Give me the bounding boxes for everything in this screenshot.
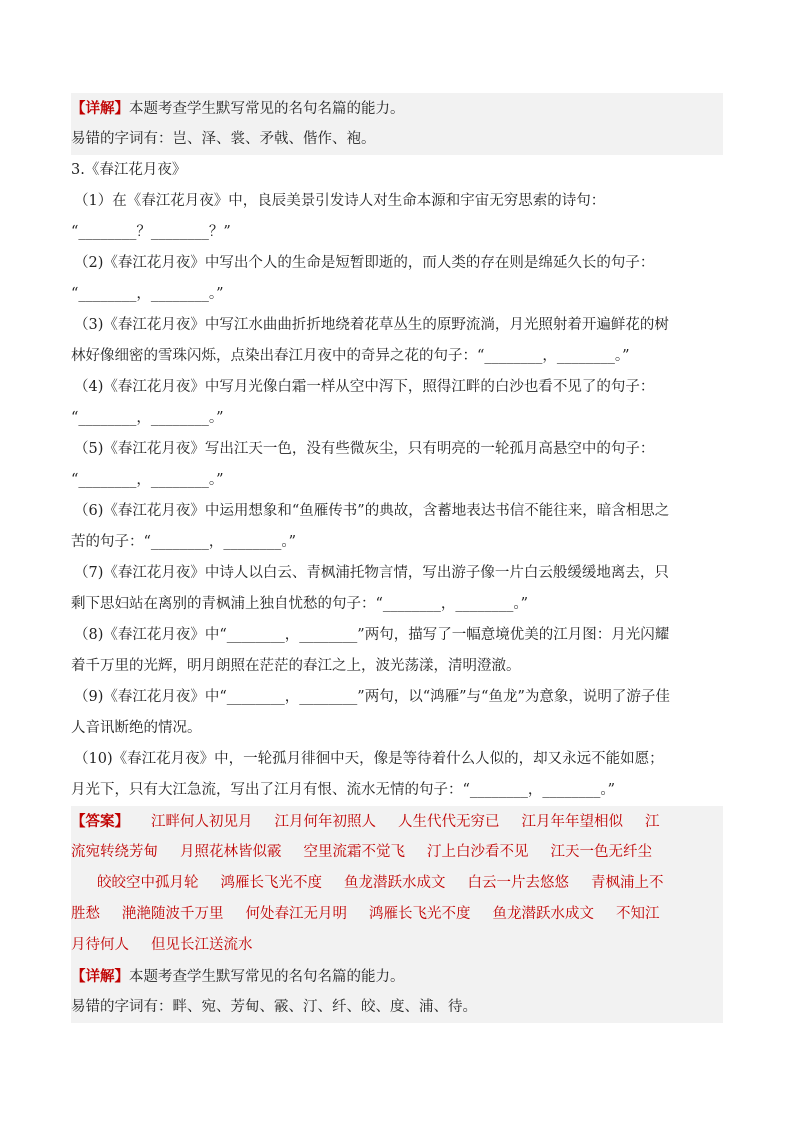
detail-line-1	[71, 93, 723, 124]
answer-line	[71, 899, 723, 930]
error-words-line-1: 易错的字词有：岂、泽、裳、矛戟、偕作、袍。	[71, 124, 723, 155]
question-line: “________，________。”	[71, 472, 224, 488]
answer-line	[71, 868, 723, 899]
detail-label: 【详解】	[71, 100, 129, 117]
answer-item: 白云一片去悠悠	[467, 875, 569, 891]
answer-item: 皎皎空中孤月轮	[97, 875, 199, 891]
answer-label: 【答案】	[71, 813, 129, 830]
answer-item: 鱼龙潜跃水成文	[344, 875, 446, 891]
question-line: 人音讯断绝的情况。	[71, 720, 202, 736]
answer-item: 青枫浦上不	[591, 875, 664, 891]
question-line: “________，________。”	[71, 286, 224, 302]
question-line: 着千万里的光辉，明月朗照在茫茫的春江之上，波光荡漾，清明澄澈。	[71, 658, 521, 674]
answer-item: 鱼龙潜跃水成文	[492, 906, 594, 922]
question-line: 剩下思妇站在离别的青枫浦上独自忧愁的句子：“________，________。”	[71, 596, 529, 612]
answer-item: 汀上白沙看不见	[427, 844, 529, 860]
error-words-line-2: 易错的字词有：畔、宛、芳甸、霰、汀、纤、皎、度、浦、待。	[71, 992, 723, 1023]
detail-label: 【详解】	[71, 968, 129, 985]
answer-item: 鸿雁长飞光不度	[220, 875, 322, 891]
question-line: （1）在《春江花月夜》中，良辰美景引发诗人对生命本源和宇宙无穷思索的诗句：	[74, 193, 606, 209]
question-line: 月光下，只有大江急流，写出了江月有恨、流水无情的句子：“________，________。”	[71, 782, 616, 798]
answer-line	[71, 837, 723, 868]
answer-line	[71, 806, 723, 837]
answer-item: 空里流霜不觉飞	[303, 844, 405, 860]
detail-text: 本题考查学生默写常见的名句名篇的能力。	[129, 101, 405, 117]
question-line: （6)《春江花月夜》中运用想象和“鱼雁传书”的典故，含蓄地表达书信不能往来，暗含相思之	[74, 503, 670, 519]
question-line: （10)《春江花月夜》中，一轮孤月徘徊中天，像是等待着什么人似的，却又永远不能如愿；	[74, 751, 664, 767]
question-line: （2)《春江花月夜》中写出个人的生命是短暂即逝的，而人类的存在则是绵延久长的句子：	[74, 255, 655, 271]
question-line: （3)《春江花月夜》中写江水曲曲折折地绕着花草丛生的原野流淌，月光照射着开遍鲜花的树	[74, 317, 669, 333]
answer-item: 流宛转绕芳甸	[71, 844, 158, 860]
answer-item: 鸿雁长飞光不度	[369, 906, 471, 922]
question-line: （5)《春江花月夜》写出江天一色，没有些微灰尘，只有明亮的一轮孤月高悬空中的句子：	[74, 441, 655, 457]
question-line: （9)《春江花月夜》中“________，________”两句，以“鸿雁”与“鱼龙”为意象，说明了游子佳	[74, 689, 670, 705]
answer-item: 江月年年望相似	[521, 814, 623, 830]
answer-item: 江月何年初照人	[274, 814, 376, 830]
answer-item: 江天一色无纤尘	[550, 844, 652, 860]
question-line: （8)《春江花月夜》中“________，________”两句，描写了一幅意境优美的江月图：月光闪耀	[74, 627, 670, 643]
answer-item: 滟滟随波千万里	[122, 906, 224, 922]
answer-item: 江畔何人初见月	[151, 814, 253, 830]
answer-item: 何处春江无月明	[245, 906, 347, 922]
question-line: 林好像细密的雪珠闪烁，点染出春江月夜中的奇异之花的句子：“________，________。”	[71, 348, 630, 364]
section-title: 3.《春江花月夜》	[71, 162, 187, 178]
answer-item: 月照花林皆似霰	[180, 844, 282, 860]
answer-item: 胜愁	[71, 906, 100, 922]
document-body	[71, 93, 723, 1023]
detail-text: 本题考查学生默写常见的名句名篇的能力。	[129, 969, 405, 985]
question-line: （7)《春江花月夜》中诗人以白云、青枫浦托物言情，写出游子像一片白云般缓缓地离去，只	[74, 565, 669, 581]
answer-item: 人生代代无穷已	[398, 814, 500, 830]
answer-item: 不知江	[616, 906, 660, 922]
question-line: “________？________？”	[71, 224, 231, 240]
detail-line-2	[71, 961, 723, 992]
answer-item: 但见长江送流水	[151, 937, 253, 953]
question-line: （4)《春江花月夜》中写月光像白霜一样从空中泻下，照得江畔的白沙也看不见了的句子：	[74, 379, 655, 395]
question-line: “________，________。”	[71, 410, 224, 426]
answer-item: 江	[645, 814, 660, 830]
answer-line	[71, 930, 723, 961]
question-line: 苦的句子：“________，________。”	[71, 534, 297, 550]
answer-item: 月待何人	[71, 937, 129, 953]
